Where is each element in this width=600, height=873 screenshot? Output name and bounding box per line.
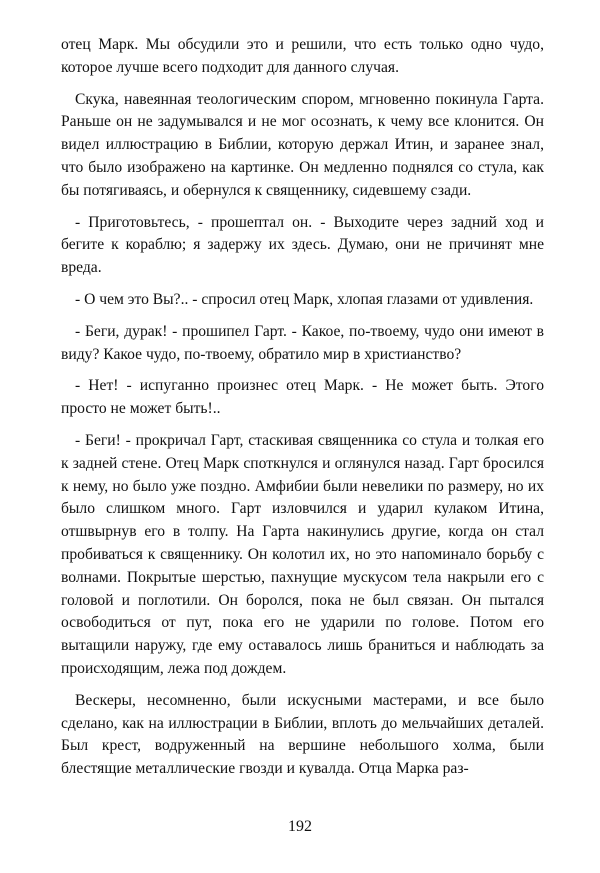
page-number: 192: [288, 818, 312, 835]
paragraph: - Нет! - испуганно произнес отец Марк. - Не может быть. Этого просто не может быть!..: [61, 377, 544, 418]
paragraph: отец Марк. Мы обсудили это и решили, что есть только одно чудо, которое лучше всего подходит для данного случая.: [61, 36, 544, 76]
paragraph: Скука, навеянная теологическим спором, мгновенно покинула Гарта. Раньше он не задумывался и не мог осознать, к чему все клонится. Он видел иллюстрацию в Библии, которую держал Итин, и заранее знал, что было изображено на картинке. Он медленно поднялся со стула, как бы потягиваясь, и обернулся к священнику, сидевшему сзади.: [61, 90, 544, 199]
paragraph: - О чем это Вы?.. - спросил отец Марк, хлопая глазами от удивления.: [75, 290, 534, 308]
page-body: [61, 34, 544, 790]
paragraph: - Беги! - прокричал Гарт, стаскивая священника со стула и толкая его к задней стене. Отец Марк споткнулся и оглянулся назад. Гарт бросился к нему, но было уже поздно. Амфибии были невелики по размеру, но их было слишком много. Гарт изловчился и ударил кулаком Итина, отшвырнув его в толпу. На Гарта накинулись другие, когда он стал пробиваться к священнику. Он колотил их, но это напоминало борьбу с волнами. Покрытые шерстью, пахнущие мускусом тела накрыли его с головой и поглотили. Он боролся, пока не был связан. Он пытался освободиться от пут, пока его не ударили по голове. Потом его вытащили наружу, где ему оставалось лишь браниться и наблюдать за происходящим, лежа под дождем.: [61, 431, 544, 677]
paragraph: Вескеры, несомненно, были искусными мастерами, и все было сделано, как на иллюстрации в Библии, вплоть до мельчайших деталей. Был крест, водруженный на вершине небольшого холма, были блестящие металлические гвозди и кувалда. Отца Марка раз-: [61, 691, 544, 778]
paragraph: - Приготовьтесь, - прошептал он. - Выходите через задний ход и бегите к кораблю; я задержу их здесь. Думаю, они не причинят мне вреда.: [61, 213, 544, 277]
paragraph: - Беги, дурак! - прошипел Гарт. - Какое, по-твоему, чудо они имеют в виду? Какое чудо, по-твоему, обратило мир в христианство?: [61, 322, 544, 363]
